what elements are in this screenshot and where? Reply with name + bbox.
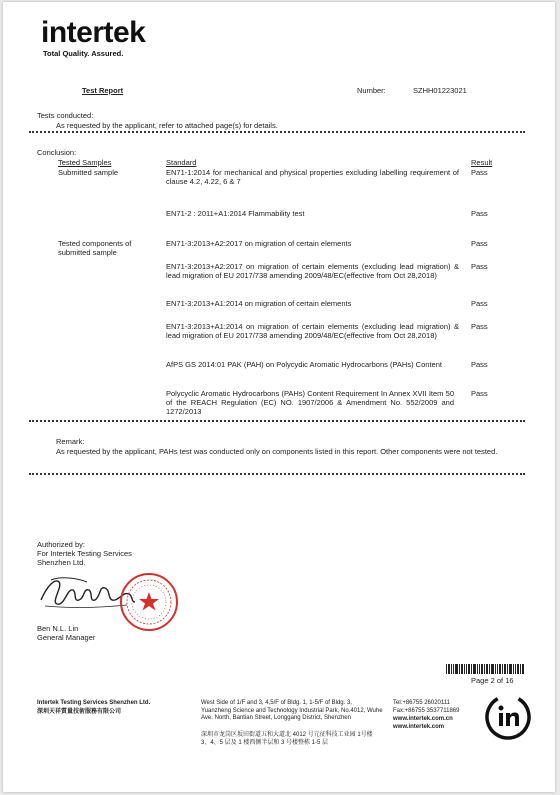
standard-text: EN71-3:2013+A2:2017 on migration of certain elements [166,239,352,248]
footer-web[interactable]: www.intertek.com [393,724,445,730]
footer-address-cn: 深圳市龙岗区坂田街道五和大道北 4012 号元征科技工业园 1号楼 3、4、5 层及 1 楼西侧半层和 3 号楼整栋 1-5 层 [201,732,373,746]
footer-fax: Fax:+86755 3537711869 [393,708,460,714]
sample-submitted: Submitted sample [58,168,119,177]
standard-text: EN71-3:2013+A1:2014 on migration of certain elements [166,299,352,308]
logo-tagline: Total Quality. Assured. [43,49,124,58]
footer-web-cn[interactable]: www.intertek.com.cn [393,716,453,722]
standard-text: EN71-1:2014 for mechanical and physical properties excluding labelling requirement of clause 4.2, 4.22, 6 & 7 [166,168,459,186]
footer-address-en: West Side of 1/F and 3, 4,5/F of Bldg. 1, 1-5/F of Bldg. 3, Yuanzheng Science and Technology Industrial Park, No.4012, Wuhe Ave. North, Bantian Street, Longgang District, Shenzhen [201,700,383,721]
result-text: Pass [471,389,488,398]
intertek-logo: intertek [41,16,146,49]
result-text: Pass [471,299,488,308]
result-text: Pass [471,360,488,369]
signatory-position: General Manager [37,633,96,642]
footer-company-cn: 深圳天祥質量技術服務有限公司 [37,709,122,715]
footer-company-en: Intertek Testing Services Shenzhen Ltd. [37,700,151,706]
result-text: Pass [471,168,488,177]
conclusion-label: Conclusion: [37,148,77,157]
report-page [3,2,555,792]
standard-text: AfPS GS 2014:01 PAK (PAH) on Polycydic Aromatic Hydrocarbons (PAHs) Content [166,360,442,369]
tests-conducted-label: Tests conducted: [37,111,94,120]
footer-tel: Tel:+86755 26020111 [393,700,450,706]
authorized-company: For Intertek Testing Services [37,549,132,558]
standard-text: EN71-2 : 2011+A1:2014 Flammability test [166,209,305,218]
standard-text: EN71-3:2013+A1:2014 on migration of certain elements (excluding lead migration) & lead migration of EU 2017/738 amending 2009/48/EC(effective from Oct 28,2018) [166,322,459,340]
standard-text: EN71-3:2013+A2:2017 on migration of certain elements (excluding lead migration) & lead migration of EU 2017/738 amending 2009/48/EC(effective from Oct 28,2018) [166,262,459,280]
remark-text: As requested by the applicant, PAHs test was conducted only on components listed in this report. Other components were not tested. [56,447,498,456]
barcode [446,664,525,674]
tests-conducted-text: As requested by the applicant, refer to attached page(s) for details. [56,121,278,130]
authorized-company-city: Shenzhen Ltd. [37,558,86,567]
result-text: Pass [471,209,488,218]
divider [29,420,525,422]
result-text: Pass [471,262,488,271]
authorized-by: Authorized by: [37,540,85,549]
divider [29,473,525,475]
divider [29,131,525,133]
sample-components: Tested components of submitted sample [58,239,132,257]
page-number: Page 2 of 16 [471,676,514,685]
intertek-circle-logo [483,692,533,742]
remark-label: Remark: [56,437,85,446]
signatory-name: Ben N.L. Lin [37,624,79,633]
standard-text: Polycyclic Aromatic Hydrocarbons (PAHs) Content Requirement In Annex XVII Item 50 of the REACH Regulation (EC) NO. 1907/2006 & Amendment No. 552/2009 and 1272/2013 [166,389,454,416]
report-number-label: Number: [357,86,386,95]
report-number: SZHH01223021 [413,86,467,95]
col-header-result: Result [471,158,493,167]
result-text: Pass [471,322,488,331]
company-seal [119,572,179,632]
col-header-standard: Standard [166,158,197,167]
result-text: Pass [471,239,488,248]
col-header-samples: Tested Samples [58,158,112,167]
report-title: Test Report [82,86,124,95]
